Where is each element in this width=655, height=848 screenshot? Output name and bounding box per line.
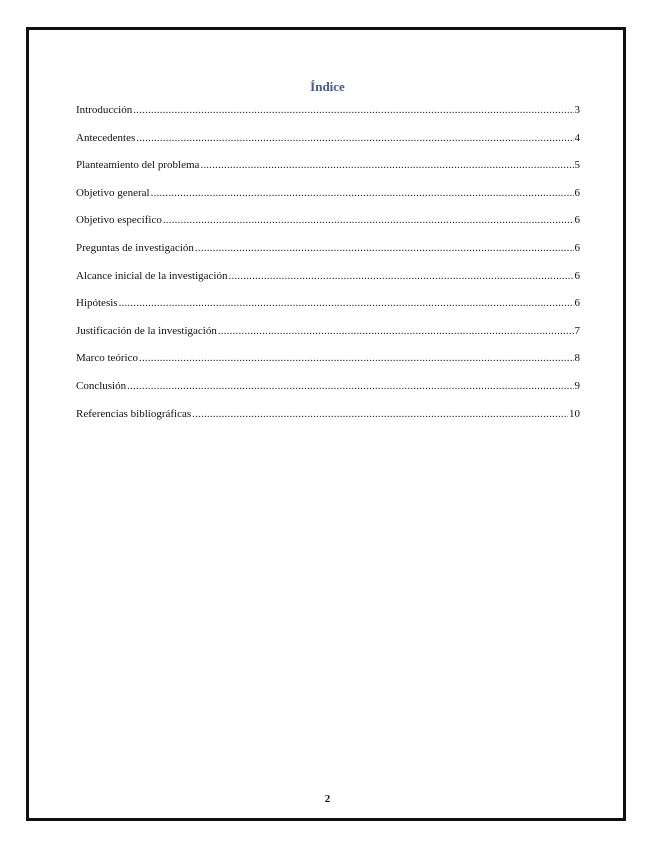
toc-entry-page: 6 xyxy=(574,241,580,254)
toc-entry-page: 6 xyxy=(574,214,580,227)
toc-entry-label: Alcance inicial de la investigación xyxy=(76,269,228,282)
toc-entry-page: 6 xyxy=(574,269,580,282)
toc-entry-page: 9 xyxy=(574,379,580,392)
toc-dot-leader xyxy=(139,351,574,365)
page-number: 2 xyxy=(324,793,331,805)
toc-entry-label: Hipótesis xyxy=(76,297,118,310)
toc-entry-label: Objetivo general xyxy=(76,186,150,199)
toc-entry-label: Objetivo específico xyxy=(76,214,162,227)
toc-dot-leader xyxy=(133,103,573,117)
toc-dot-leader xyxy=(163,213,574,227)
toc-entry[interactable] xyxy=(76,186,580,214)
toc-entry-page: 8 xyxy=(574,352,580,365)
toc-entry[interactable] xyxy=(76,351,580,379)
toc-title: Índice xyxy=(310,79,345,94)
toc-entry[interactable] xyxy=(76,213,580,241)
toc-entry-label: Preguntas de investigación xyxy=(76,241,194,254)
toc-entry[interactable] xyxy=(76,158,580,186)
toc-dot-leader xyxy=(200,158,573,172)
toc-entry-page: 5 xyxy=(574,159,580,172)
toc-entry-page: 7 xyxy=(574,324,580,337)
toc-entry[interactable] xyxy=(76,324,580,352)
toc-dot-leader xyxy=(136,131,573,145)
toc-entry-page: 3 xyxy=(574,104,580,116)
toc-dot-leader xyxy=(195,241,574,255)
toc-entry[interactable] xyxy=(76,269,580,297)
toc-entry[interactable] xyxy=(76,296,580,324)
toc-dot-leader xyxy=(218,324,574,338)
toc-entry-page: 10 xyxy=(569,407,580,420)
toc-dot-leader xyxy=(192,407,568,421)
toc-entry[interactable] xyxy=(76,103,580,131)
toc-entry-page: 6 xyxy=(574,186,580,199)
toc-entry[interactable] xyxy=(76,407,580,435)
toc-entry[interactable] xyxy=(76,379,580,407)
toc-entry-label: Referencias bibliográficas xyxy=(76,407,192,420)
toc-entry-label: Planteamiento del problema xyxy=(76,159,200,172)
toc-entry-page: 6 xyxy=(574,297,580,310)
toc-dot-leader xyxy=(119,296,574,310)
toc-dot-leader xyxy=(229,269,574,283)
toc-entry-label: Conclusión xyxy=(76,379,127,392)
toc-entry-label: Justificación de la investigación xyxy=(76,324,217,337)
toc-entry-label: Marco teórico xyxy=(76,352,138,365)
toc-entry[interactable] xyxy=(76,241,580,269)
toc-entry-page: 4 xyxy=(574,131,580,144)
toc-dot-leader xyxy=(151,186,574,200)
toc-entry-label: Introducción xyxy=(76,104,133,116)
toc-dot-leader xyxy=(127,379,573,393)
toc-list xyxy=(76,103,580,434)
toc-entry-label: Antecedentes xyxy=(76,131,136,144)
toc-entry[interactable] xyxy=(76,131,580,159)
